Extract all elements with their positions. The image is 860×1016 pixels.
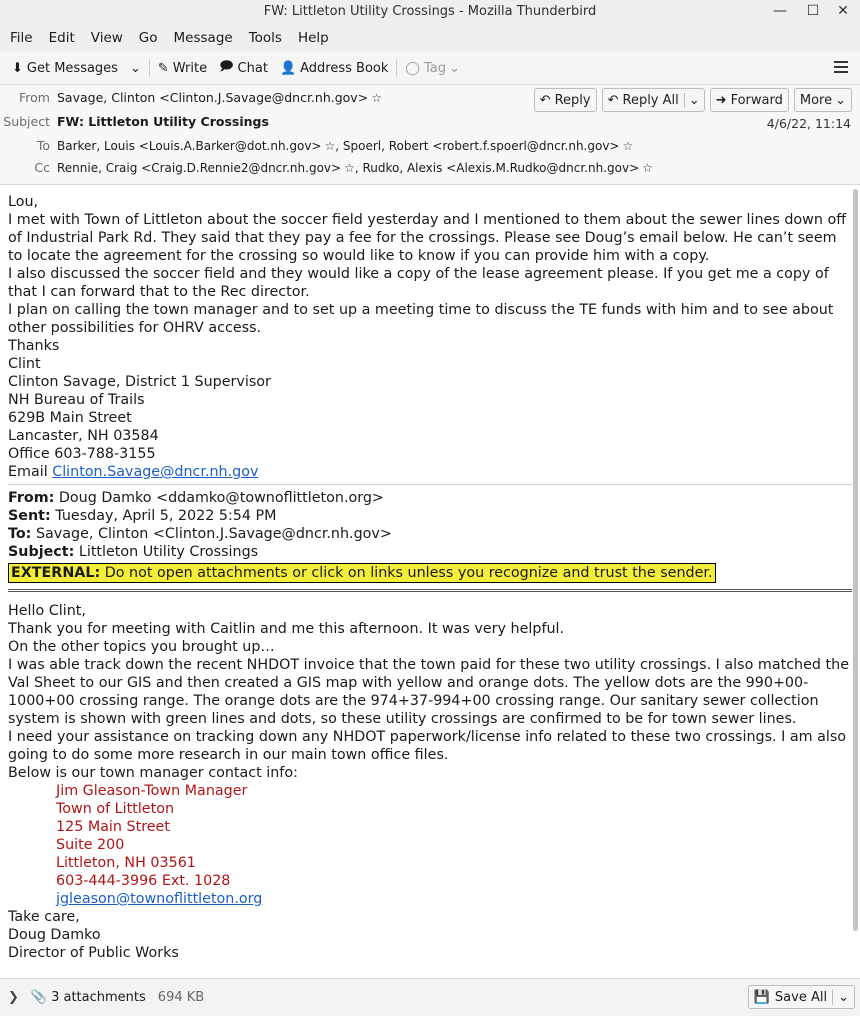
menu-tools[interactable]: Tools <box>248 29 282 46</box>
contact-line: 603-444-3996 Ext. 1028 <box>56 873 231 889</box>
paperclip-icon: 📎 <box>30 990 48 1005</box>
reply-all-label: Reply All <box>622 92 679 108</box>
signature-line: Lancaster, NH 03584 <box>8 428 159 444</box>
chevron-down-icon: ⌄ <box>129 60 141 76</box>
message-header <box>0 85 860 185</box>
fwd-to-value: Savage, Clinton <Clinton.J.Savage@dncr.nh.gov> <box>31 526 392 542</box>
signature-line: 629B Main Street <box>8 410 132 426</box>
double-separator <box>8 589 852 592</box>
chat-button[interactable] <box>213 55 274 81</box>
to-row <box>0 138 633 153</box>
attachment-size: 694 KB <box>157 990 205 1005</box>
contact-line: Jim Gleason-Town Manager <box>56 783 248 799</box>
fwd-sent-label: Sent: <box>8 508 51 524</box>
signature-email-line <box>8 463 852 481</box>
thanks-line: Thanks <box>8 338 60 354</box>
attachment-bar <box>0 978 860 1016</box>
more-label: More <box>799 92 833 108</box>
paragraph: I was able track down the recent NHDOT invoice that the town paid for these two utility crossings. I also matched the Val Sheet to our GIS and then created a GIS map with yellow and orange dots. The yellow dots are the 990+00-1000+00 crossing range. The orange dots are the 974+37-994+00 crossing range. Our sanitary sewer collection system is shown with green lines and dots, so these utility crossings are confirmed to be for town sewer lines. <box>8 657 849 727</box>
fwd-to <box>8 525 852 543</box>
write-button[interactable] <box>152 55 213 81</box>
paragraph: On the other topics you brought up… <box>8 639 275 655</box>
star-icon[interactable]: ☆ <box>642 160 653 175</box>
contact-line: Town of Littleton <box>56 801 175 817</box>
menu-view[interactable]: View <box>90 29 123 46</box>
scrollbar[interactable] <box>853 189 858 931</box>
tag-button[interactable] <box>399 55 465 81</box>
forward-label: Forward <box>730 92 783 108</box>
fwd-from-label: From: <box>8 490 55 506</box>
tag-icon: ◯ <box>405 60 420 76</box>
chevron-right-icon[interactable]: ❯ <box>8 990 19 1005</box>
chevron-down-icon[interactable]: ⌄ <box>832 990 854 1005</box>
toolbar-separator <box>396 59 397 77</box>
signature-email-link[interactable]: Clinton.Savage@dncr.nh.gov <box>52 464 259 480</box>
cc-row <box>0 160 653 175</box>
contact-email-link[interactable]: jgleason@townoflittleton.org <box>56 891 263 907</box>
to-label: To <box>36 138 50 153</box>
contact-line: 125 Main Street <box>56 819 170 835</box>
email-label: Email <box>8 464 53 480</box>
forward-button[interactable] <box>710 88 789 112</box>
forward-icon: ➜ <box>715 92 727 108</box>
reply-button[interactable] <box>534 88 597 112</box>
from-label: From <box>19 90 50 105</box>
greeting: Hello Clint, <box>8 603 86 619</box>
subject-row <box>0 114 269 129</box>
close-icon[interactable]: ✕ <box>837 3 849 19</box>
signature-line: NH Bureau of Trails <box>8 392 145 408</box>
reply-all-button[interactable] <box>602 88 705 112</box>
star-icon[interactable]: ☆ <box>344 160 355 175</box>
separator <box>8 484 852 485</box>
minimize-icon[interactable]: — <box>773 3 787 19</box>
sender-name: Clint <box>8 356 41 372</box>
external-text: Do not open attachments or click on links unless you recognize and trust the sender. <box>100 565 713 581</box>
from-address[interactable]: Savage, Clinton <Clinton.J.Savage@dncr.nh.gov> <box>57 90 369 105</box>
closing-line: Director of Public Works <box>8 945 179 961</box>
cc-recipient-1[interactable]: Rennie, Craig <Craig.D.Rennie2@dncr.nh.gov> <box>57 160 342 175</box>
contact-block <box>8 782 852 908</box>
from-row <box>0 90 382 105</box>
paragraph: Thank you for meeting with Caitlin and me this afternoon. It was very helpful. <box>8 621 565 637</box>
reply-label: Reply <box>554 92 591 108</box>
message-date: 4/6/22, 11:14 <box>766 116 851 131</box>
app-menu-icon[interactable] <box>834 58 848 76</box>
to-recipient-1[interactable]: Barker, Louis <Louis.A.Barker@dot.nh.gov> <box>57 138 322 153</box>
main-toolbar <box>0 52 860 85</box>
write-label: Write <box>172 60 208 76</box>
window-title: FW: Littleton Utility Crossings - Mozilla Thunderbird <box>263 4 597 19</box>
address-book-label: Address Book <box>300 60 389 76</box>
external-warning-banner <box>8 563 716 583</box>
fwd-sent-value: Tuesday, April 5, 2022 5:54 PM <box>50 508 277 524</box>
contact-line: Suite 200 <box>56 837 125 853</box>
save-all-button[interactable] <box>748 985 855 1009</box>
pencil-icon: ✎ <box>157 60 169 76</box>
chevron-down-icon: ⌄ <box>448 60 460 76</box>
fwd-to-label: To: <box>8 526 32 542</box>
message-body <box>0 185 860 983</box>
tag-label: Tag <box>423 60 446 76</box>
menu-bar <box>0 23 860 52</box>
star-icon[interactable]: ☆ <box>622 138 634 153</box>
star-icon[interactable]: ☆ <box>371 90 382 105</box>
star-icon[interactable]: ☆ <box>324 138 336 153</box>
address-book-button[interactable] <box>274 55 394 81</box>
reply-all-icon: ↶ <box>607 92 619 108</box>
menu-message[interactable]: Message <box>173 29 233 46</box>
menu-edit[interactable]: Edit <box>48 29 75 46</box>
signature-line: Office 603-788-3155 <box>8 446 156 462</box>
save-all-label: Save All <box>774 989 828 1005</box>
subject-label: Subject <box>3 114 50 129</box>
download-icon: ⬇ <box>12 60 23 76</box>
more-button[interactable] <box>794 88 852 112</box>
cc-label: Cc <box>34 160 50 175</box>
paragraph: I also discussed the soccer field and they would like a copy of the lease agreement please. If you get me a copy of that I can forward that to the Rec director. <box>8 266 829 300</box>
paragraph: I plan on calling the town manager and to set up a meeting time to discuss the TE funds with him and to see about other possibilities for OHRV access. <box>8 302 834 336</box>
to-recipient-2[interactable]: , Spoerl, Robert <robert.f.spoerl@dncr.nh.gov> <box>335 138 620 153</box>
fwd-subject-label: Subject: <box>8 544 75 560</box>
paragraph: Below is our town manager contact info: <box>8 765 298 781</box>
subject-text: FW: Littleton Utility Crossings <box>57 114 269 129</box>
chat-label: Chat <box>237 60 268 76</box>
attachment-count[interactable]: 3 attachments <box>51 990 146 1005</box>
closing-line: Take care, <box>8 909 80 925</box>
reply-icon: ↶ <box>539 92 551 108</box>
paragraph: I met with Town of Littleton about the soccer field yesterday and I mentioned to them about the sewer lines down off of Industrial Park Rd. They said that they pay a fee for the crossings. Please see Doug’s email below. He can’t seem to locate the agreement for the crossing so would like to know if you can provide him with a copy. <box>8 212 847 264</box>
header-buttons <box>529 88 852 112</box>
fwd-from <box>8 489 852 507</box>
closing-line: Doug Damko <box>8 927 101 943</box>
get-messages-dropdown[interactable] <box>124 55 147 81</box>
signature-line: Clinton Savage, District 1 Supervisor <box>8 374 271 390</box>
chevron-down-icon: ⌄ <box>835 92 846 108</box>
window-titlebar <box>0 0 860 23</box>
chat-icon: 🗩 <box>219 59 234 74</box>
get-messages-button[interactable] <box>6 55 124 81</box>
contact-line: Littleton, NH 03561 <box>56 855 196 871</box>
fwd-from-value: Doug Damko <ddamko@townoflittleton.org> <box>54 490 384 506</box>
menu-help[interactable]: Help <box>297 29 329 46</box>
toolbar-separator <box>149 59 150 77</box>
menu-file[interactable]: File <box>10 29 33 46</box>
save-icon: 💾 <box>753 989 770 1005</box>
greeting: Lou, <box>8 194 39 210</box>
maximize-icon[interactable]: ☐ <box>806 3 820 19</box>
menu-go[interactable]: Go <box>138 29 158 46</box>
cc-recipient-2[interactable]: , Rudko, Alexis <Alexis.M.Rudko@dncr.nh.gov> <box>354 160 640 175</box>
chevron-down-icon[interactable]: ⌄ <box>684 93 704 108</box>
fwd-sent <box>8 507 852 525</box>
external-label: EXTERNAL: <box>11 565 101 581</box>
address-book-icon: 👤 <box>279 60 297 76</box>
fwd-subject <box>8 543 852 561</box>
fwd-subject-value: Littleton Utility Crossings <box>74 544 259 560</box>
paragraph: I need your assistance on tracking down any NHDOT paperwork/license info related to these two crossings. I am also going to do some more research in our main town office files. <box>8 729 847 763</box>
get-messages-label: Get Messages <box>26 60 118 76</box>
